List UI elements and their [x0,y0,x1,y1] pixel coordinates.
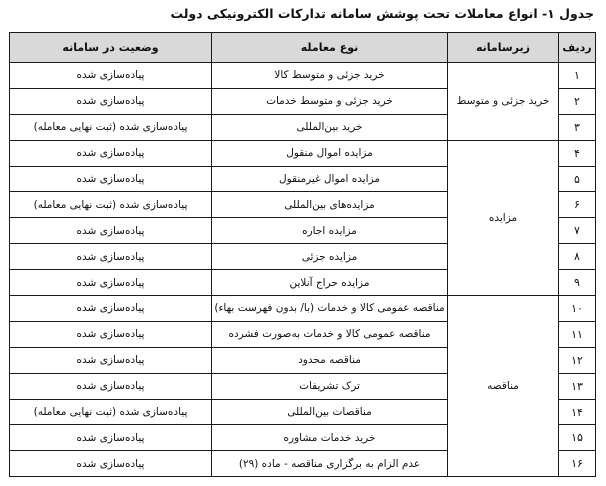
table-caption: جدول ۱- انواع معاملات تحت پوشش سامانه تدارکات الکترونیکی دولت [170,6,594,21]
cell-transaction-type: عدم الزام به برگزاری مناقصه - ماده (۲۹) [212,451,448,477]
cell-transaction-type: مزایده‌های بین‌المللی [212,192,448,218]
cell-transaction-type: مزایده حراج آنلاین [212,270,448,296]
cell-subsystem: مزایده [448,140,559,295]
cell-status: پیاده‌سازی شده [10,347,212,373]
cell-status: پیاده‌سازی شده (ثبت نهایی معامله) [10,114,212,140]
cell-row-no: ۱ [559,63,596,89]
header-subsystem: زیرسامانه [448,33,559,63]
table-row [10,140,596,166]
cell-transaction-type: مناقصات بین‌المللی [212,399,448,425]
cell-transaction-type: مزایده اموال غیرمنقول [212,166,448,192]
cell-row-no: ۳ [559,114,596,140]
cell-row-no: ۵ [559,166,596,192]
cell-status: پیاده‌سازی شده [10,425,212,451]
cell-status: پیاده‌سازی شده [10,321,212,347]
cell-row-no: ۱۰ [559,296,596,322]
cell-status: پیاده‌سازی شده [10,140,212,166]
header-row-no: ردیف [559,33,596,63]
cell-transaction-type: مناقصه عمومی کالا و خدمات به‌صورت فشرده [212,321,448,347]
cell-transaction-type: خرید خدمات مشاوره [212,425,448,451]
cell-row-no: ۱۳ [559,373,596,399]
cell-status: پیاده‌سازی شده [10,373,212,399]
table-row [10,63,596,89]
cell-row-no: ۱۱ [559,321,596,347]
cell-status: پیاده‌سازی شده [10,218,212,244]
cell-subsystem: مناقصه [448,296,559,477]
cell-row-no: ۱۴ [559,399,596,425]
header-row [10,33,596,63]
cell-status: پیاده‌سازی شده [10,296,212,322]
cell-transaction-type: مناقصه محدود [212,347,448,373]
cell-row-no: ۱۲ [559,347,596,373]
cell-transaction-type: مزایده اموال منقول [212,140,448,166]
table-body [10,63,596,477]
cell-row-no: ۱۵ [559,425,596,451]
cell-row-no: ۴ [559,140,596,166]
header-transaction-type: نوع معامله [212,33,448,63]
cell-row-no: ۱۶ [559,451,596,477]
cell-status: پیاده‌سازی شده (ثبت نهایی معامله) [10,399,212,425]
cell-status: پیاده‌سازی شده (ثبت نهایی معامله) [10,192,212,218]
cell-row-no: ۲ [559,88,596,114]
cell-transaction-type: خرید جزئی و متوسط کالا [212,63,448,89]
transactions-table [9,32,596,477]
cell-transaction-type: خرید بین‌المللی [212,114,448,140]
table-row [10,296,596,322]
cell-transaction-type: خرید جزئی و متوسط خدمات [212,88,448,114]
cell-row-no: ۷ [559,218,596,244]
cell-status: پیاده‌سازی شده [10,88,212,114]
cell-status: پیاده‌سازی شده [10,451,212,477]
cell-status: پیاده‌سازی شده [10,63,212,89]
cell-row-no: ۸ [559,244,596,270]
cell-transaction-type: مزایده اجاره [212,218,448,244]
cell-row-no: ۹ [559,270,596,296]
cell-status: پیاده‌سازی شده [10,166,212,192]
cell-transaction-type: مناقصه عمومی کالا و خدمات (با/ بدون فهرست بهاء) [212,296,448,322]
cell-subsystem: خرید جزئی و متوسط [448,63,559,141]
cell-status: پیاده‌سازی شده [10,244,212,270]
cell-transaction-type: مزایده جزئی [212,244,448,270]
header-status: وضعیت در سامانه [10,33,212,63]
cell-transaction-type: ترک تشریفات [212,373,448,399]
cell-row-no: ۶ [559,192,596,218]
cell-status: پیاده‌سازی شده [10,270,212,296]
